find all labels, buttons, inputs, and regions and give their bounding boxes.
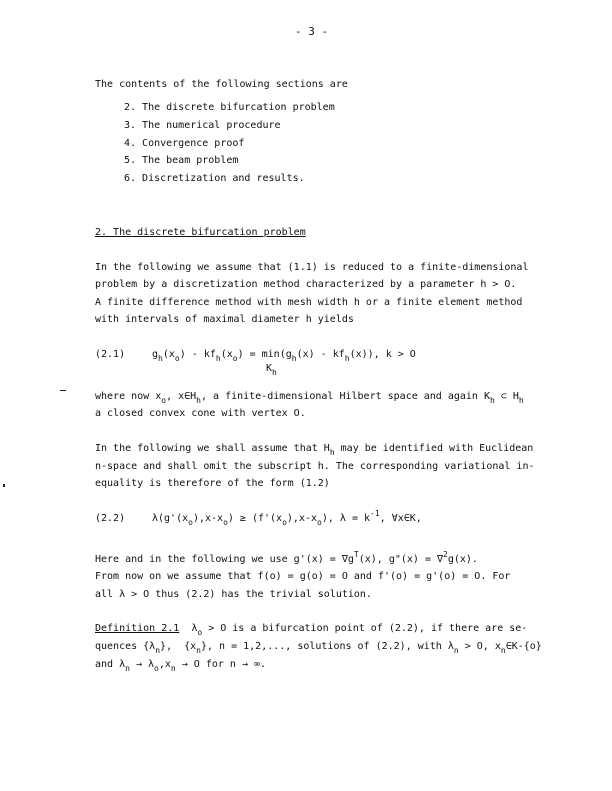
equation-body: $\lambda(g'(x_o),x-x_o) \ge (f'(x_o),x-x_o)$, $\lambda = k^{-1}$, ∀x∈K, (152, 509, 422, 527)
text-line: problem by a discretization method characterized by a parameter h > O. (95, 279, 517, 290)
definition-line: and $\lambda_n \to \lambda_o,x_n \to O$ for n → ∞. (95, 659, 267, 673)
text-line: From now on we assume that f(o) = g(o) = O and f'(o) = g'(o) = O. For (95, 571, 511, 582)
definition-term: Definition 2.1 (95, 623, 180, 634)
text-line: equality is therefore of the form (1.2) (95, 478, 330, 489)
scan-mark (3, 484, 5, 487)
definition-line: Definition 2.1 $\lambda_o > O$ is a bifurcation point of (2.2), if there are se- (95, 623, 528, 637)
text-line: all λ > O thus (2.2) has the trivial solution. (95, 589, 372, 600)
text-line: a closed convex cone with vertex O. (95, 408, 306, 419)
text-line: n-space and shall omit the subscript h. The corresponding variational in- (95, 461, 535, 472)
list-item: 3. The numerical procedure (124, 120, 281, 131)
list-item: 5. The beam problem (124, 155, 239, 166)
equation-body: $g_h(x_o) - kf_h(x_o) = \min(g_h(x) - kf_h(x))$, k > O (152, 349, 416, 363)
list-item: 4. Convergence proof (124, 138, 245, 149)
text-line: where now $x_o$, $x\in H_h$, a finite-dimensional Hilbert space and again $K_h$ ⊂ $H_h$ (95, 391, 524, 405)
list-item: 2. The discrete bifurcation problem (124, 102, 335, 113)
text-line: with intervals of maximal diameter h yields (95, 314, 354, 325)
text-line: In the following we assume that (1.1) is reduced to a finite-dimensional (95, 262, 529, 273)
text-line: Here and in the following we use $g'(x) = \nabla g^T(x)$, g"(x) = ∇$^2$g(x). (95, 550, 478, 565)
equation-label: (2.2) (95, 513, 126, 524)
list-item: 6. Discretization and results. (124, 173, 305, 184)
min-subscript: $K_h$ (266, 363, 277, 377)
section-heading: 2. The discrete bifurcation problem (95, 227, 306, 238)
text-line: In the following we shall assume that $H_h$ may be identified with Euclidean (95, 443, 534, 457)
scan-mark (60, 390, 66, 391)
text-line: A finite difference method with mesh width h or a finite element method (95, 297, 523, 308)
definition-line: quences $\{\lambda_n\}$, $\{x_n\}$, n = 1,2,..., solutions of (2.2), with $\lambda_n > O$, $x_n\in K-\{o\}$ (95, 641, 542, 655)
page-number: - 3 - (295, 25, 329, 38)
intro-text: The contents of the following sections are (95, 79, 348, 90)
equation-label: (2.1) (95, 349, 126, 360)
